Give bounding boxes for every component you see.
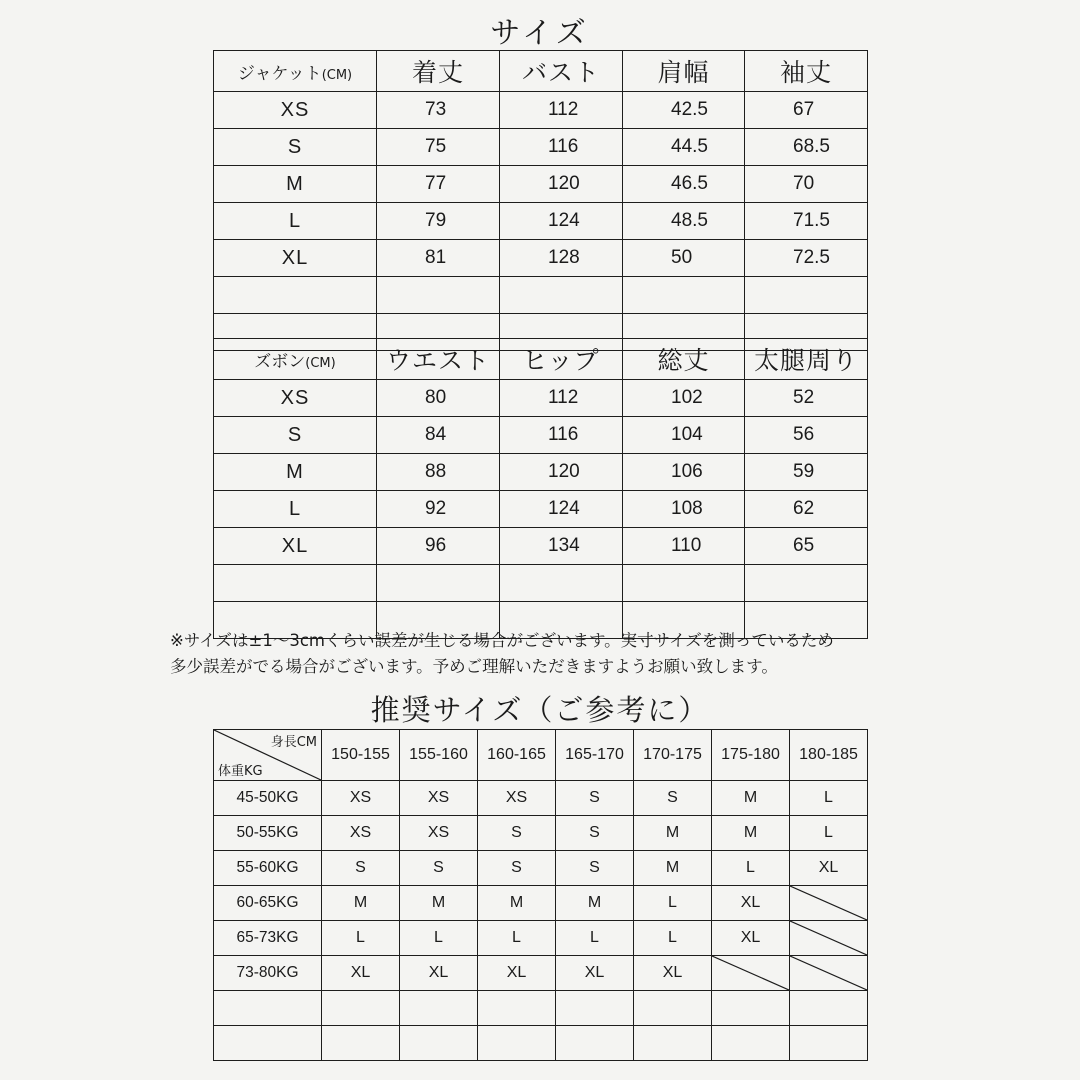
cell-value	[377, 277, 500, 314]
table-row	[214, 886, 868, 921]
cell-value: 72.5	[745, 240, 868, 277]
cell-value: 77	[377, 166, 500, 203]
column-header: 175-180	[712, 730, 790, 781]
cell-value: 42.5	[623, 92, 745, 129]
cell-value: 124	[500, 203, 623, 240]
row-size-label: XL	[214, 528, 377, 565]
row-size-label: M	[214, 166, 377, 203]
cell-value: 65	[745, 528, 868, 565]
column-header: 総丈	[623, 339, 745, 380]
cell-value: 59	[745, 454, 868, 491]
cell-value	[712, 1026, 790, 1061]
cell-value: S	[556, 781, 634, 816]
cell-value	[400, 1026, 478, 1061]
cell-value: 134	[500, 528, 623, 565]
cell-value: 71.5	[745, 203, 868, 240]
cell-value: 128	[500, 240, 623, 277]
cell-value: XL	[556, 956, 634, 991]
cell-value: 104	[623, 417, 745, 454]
jacket-category-label: ジャケット	[237, 63, 322, 84]
cell-value: L	[400, 921, 478, 956]
column-header: 160-165	[478, 730, 556, 781]
cell-value: 79	[377, 203, 500, 240]
column-header: ウエスト	[377, 339, 500, 380]
table-row	[214, 991, 868, 1026]
recommended-size-title: 推奨サイズ（ご参考に）	[370, 693, 710, 727]
recommended-size-table	[213, 729, 868, 1061]
cell-value	[745, 565, 868, 602]
cell-value: 108	[623, 491, 745, 528]
cell-value: 70	[745, 166, 868, 203]
row-size-label: XS	[214, 92, 377, 129]
cell-value: XL	[322, 956, 400, 991]
column-header: 袖丈	[745, 51, 868, 92]
cell-value: 73	[377, 92, 500, 129]
cell-value: 84	[377, 417, 500, 454]
cell-value: M	[556, 886, 634, 921]
cell-value: 81	[377, 240, 500, 277]
note-line-1: ※サイズは±1〜3cmくらい誤差が生じる場合がございます。実寸サイズを測っているため	[170, 631, 834, 650]
cell-value: 80	[377, 380, 500, 417]
slash-icon	[790, 921, 867, 955]
cell-value	[745, 277, 868, 314]
column-header: バスト	[500, 51, 623, 92]
row-weight-label: 60-65KG	[214, 886, 322, 921]
page-title: サイズ	[490, 16, 590, 51]
cell-value: 96	[377, 528, 500, 565]
table-row	[214, 816, 868, 851]
cell-value: M	[634, 851, 712, 886]
unavailable-cell	[790, 886, 868, 921]
table-row	[214, 528, 868, 565]
cell-value: 52	[745, 380, 868, 417]
cell-value	[790, 991, 868, 1026]
cell-value: 50	[623, 240, 745, 277]
cell-value: 46.5	[623, 166, 745, 203]
cell-value: 75	[377, 129, 500, 166]
cell-value: S	[556, 816, 634, 851]
cell-value: 68.5	[745, 129, 868, 166]
slash-box	[790, 956, 867, 990]
cell-value: L	[634, 921, 712, 956]
slash-box	[712, 956, 789, 990]
row-weight-label: 65-73KG	[214, 921, 322, 956]
unavailable-cell	[790, 921, 868, 956]
cell-value	[478, 991, 556, 1026]
table-row	[214, 417, 868, 454]
cell-value: M	[634, 816, 712, 851]
cell-value: XS	[400, 816, 478, 851]
cell-value: L	[790, 781, 868, 816]
cell-value: 106	[623, 454, 745, 491]
table-row	[214, 129, 868, 166]
cell-value: XS	[400, 781, 478, 816]
cell-value	[623, 565, 745, 602]
slash-icon	[790, 886, 867, 920]
pants-category-label: ズボン	[254, 351, 306, 372]
cell-value: 62	[745, 491, 868, 528]
cell-value: S	[634, 781, 712, 816]
row-size-label: L	[214, 491, 377, 528]
cell-value: M	[322, 886, 400, 921]
cell-value: XS	[322, 816, 400, 851]
corner-diagonal-box	[214, 730, 321, 780]
table-row	[214, 203, 868, 240]
cell-value: 110	[623, 528, 745, 565]
table-row	[214, 92, 868, 129]
unavailable-cell	[712, 956, 790, 991]
table-header-row	[214, 339, 868, 380]
table-row	[214, 565, 868, 602]
cell-value	[500, 565, 623, 602]
cell-value: XL	[634, 956, 712, 991]
pants-category-cell	[214, 339, 377, 380]
slash-icon	[712, 956, 789, 990]
table-row	[214, 380, 868, 417]
cell-value: L	[556, 921, 634, 956]
axis-corner-cell	[214, 730, 322, 781]
slash-box	[790, 921, 867, 955]
column-header: 155-160	[400, 730, 478, 781]
row-size-label	[214, 565, 377, 602]
column-header: 太腿周り	[745, 339, 868, 380]
cell-value: 48.5	[623, 203, 745, 240]
table-row	[214, 454, 868, 491]
cell-value	[500, 277, 623, 314]
cell-value: XL	[790, 851, 868, 886]
cell-value: S	[478, 851, 556, 886]
table-header-row	[214, 730, 868, 781]
cell-value: XL	[478, 956, 556, 991]
cell-value: 116	[500, 417, 623, 454]
cell-value: L	[790, 816, 868, 851]
row-size-label: S	[214, 129, 377, 166]
row-weight-label	[214, 1026, 322, 1061]
row-weight-label	[214, 991, 322, 1026]
cell-value: XS	[322, 781, 400, 816]
table-row	[214, 921, 868, 956]
cell-value	[377, 565, 500, 602]
cell-value: M	[712, 781, 790, 816]
jacket-size-table	[213, 50, 868, 351]
table-row	[214, 166, 868, 203]
cell-value: 112	[500, 380, 623, 417]
row-weight-label: 45-50KG	[214, 781, 322, 816]
cell-value: 67	[745, 92, 868, 129]
table-row	[214, 851, 868, 886]
cell-value	[634, 1026, 712, 1061]
cell-value: 88	[377, 454, 500, 491]
jacket-category-unit: (CM)	[321, 67, 353, 83]
cell-value: 102	[623, 380, 745, 417]
height-axis-label: 身長CM	[270, 735, 317, 750]
cell-value: M	[478, 886, 556, 921]
cell-value	[400, 991, 478, 1026]
cell-value: 92	[377, 491, 500, 528]
cell-value: L	[712, 851, 790, 886]
row-weight-label: 73-80KG	[214, 956, 322, 991]
row-size-label: L	[214, 203, 377, 240]
cell-value	[790, 1026, 868, 1061]
row-weight-label: 50-55KG	[214, 816, 322, 851]
jacket-category-cell	[214, 51, 377, 92]
cell-value: S	[400, 851, 478, 886]
column-header: 着丈	[377, 51, 500, 92]
cell-value: XS	[478, 781, 556, 816]
cell-value	[623, 277, 745, 314]
cell-value: L	[478, 921, 556, 956]
cell-value: 112	[500, 92, 623, 129]
cell-value: XL	[712, 886, 790, 921]
cell-value	[322, 1026, 400, 1061]
column-header: 170-175	[634, 730, 712, 781]
row-size-label	[214, 277, 377, 314]
table-header-row	[214, 51, 868, 92]
cell-value: S	[556, 851, 634, 886]
pants-size-table	[213, 338, 868, 639]
cell-value: L	[634, 886, 712, 921]
cell-value	[712, 991, 790, 1026]
table-row	[214, 956, 868, 991]
table-row	[214, 781, 868, 816]
column-header: 180-185	[790, 730, 868, 781]
cell-value: XL	[400, 956, 478, 991]
table-row	[214, 240, 868, 277]
pants-category-unit: (CM)	[305, 355, 336, 371]
cell-value: 56	[745, 417, 868, 454]
cell-value: 120	[500, 454, 623, 491]
slash-box	[790, 886, 867, 920]
cell-value: 124	[500, 491, 623, 528]
cell-value	[478, 1026, 556, 1061]
cell-value	[322, 991, 400, 1026]
table-row	[214, 491, 868, 528]
slash-icon	[790, 956, 867, 990]
column-header: ヒップ	[500, 339, 623, 380]
cell-value	[556, 1026, 634, 1061]
column-header: 165-170	[556, 730, 634, 781]
measurement-note	[170, 628, 970, 681]
row-size-label: M	[214, 454, 377, 491]
weight-axis-label: 体重KG	[218, 764, 263, 779]
table-row	[214, 1026, 868, 1061]
cell-value: 120	[500, 166, 623, 203]
column-header: 肩幅	[623, 51, 745, 92]
cell-value: S	[478, 816, 556, 851]
column-header: 150-155	[322, 730, 400, 781]
cell-value: M	[712, 816, 790, 851]
row-size-label: XS	[214, 380, 377, 417]
cell-value	[634, 991, 712, 1026]
cell-value: XL	[712, 921, 790, 956]
row-weight-label: 55-60KG	[214, 851, 322, 886]
cell-value: S	[322, 851, 400, 886]
row-size-label: XL	[214, 240, 377, 277]
cell-value: 116	[500, 129, 623, 166]
note-line-2: 多少誤差がでる場合がございます。予めご理解いただきますようお願い致します。	[170, 657, 778, 677]
cell-value: 44.5	[623, 129, 745, 166]
table-row	[214, 277, 868, 314]
cell-value: L	[322, 921, 400, 956]
row-size-label: S	[214, 417, 377, 454]
cell-value	[556, 991, 634, 1026]
cell-value: M	[400, 886, 478, 921]
unavailable-cell	[790, 956, 868, 991]
